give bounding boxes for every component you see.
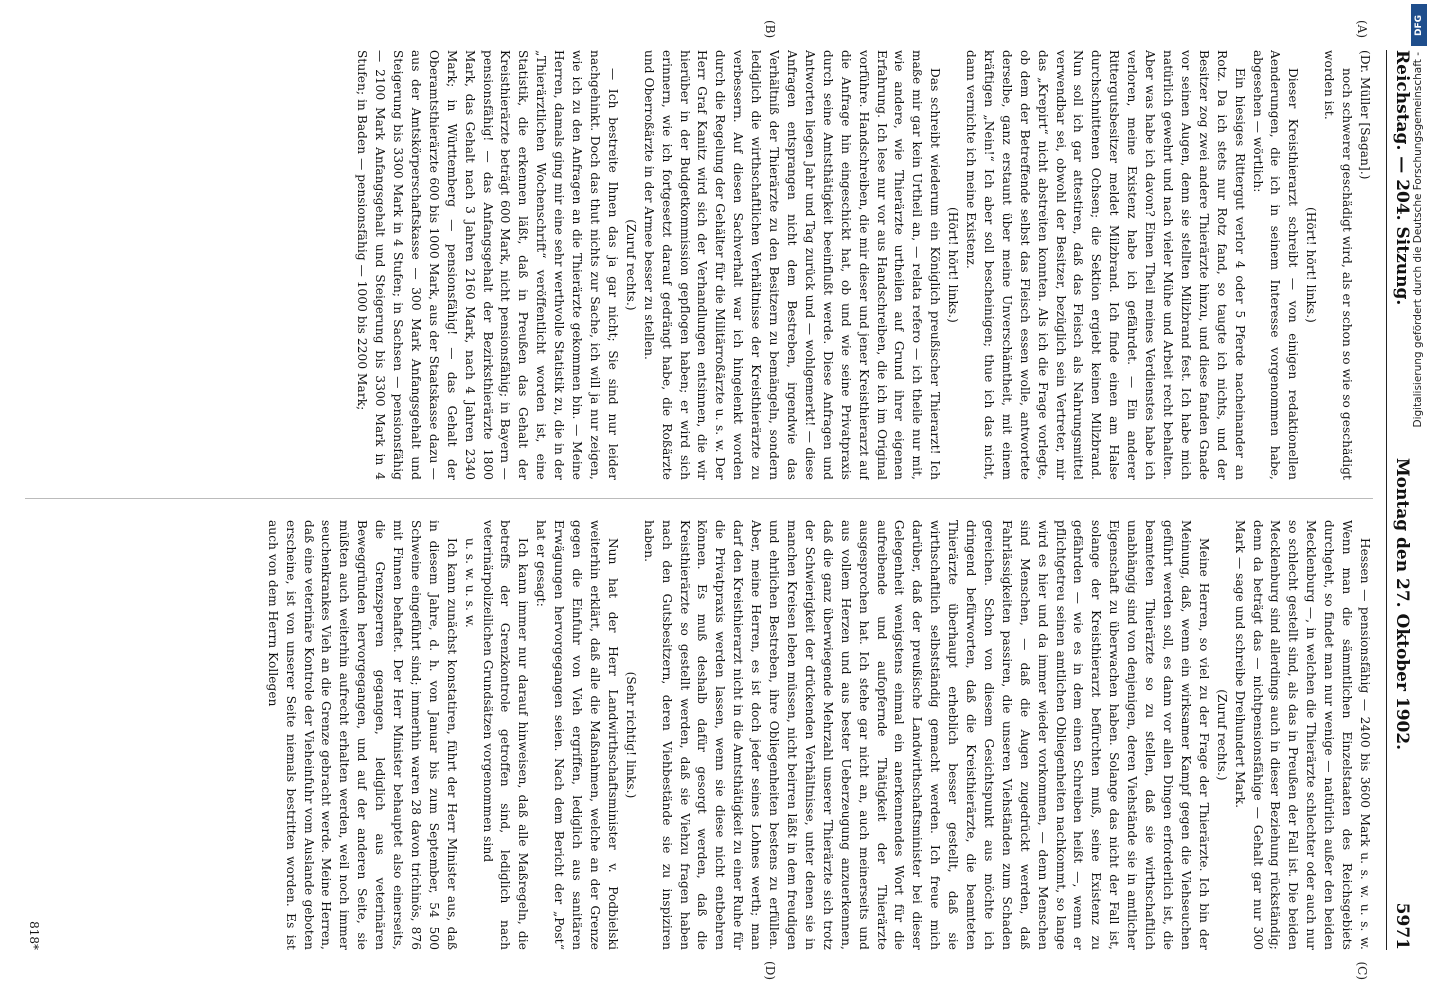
speaker-line: (Dr. Müller [Sagan].) bbox=[1358, 50, 1372, 180]
margin-marker-c: (C) bbox=[1355, 961, 1369, 980]
interjection: (Zuruf rechts.) bbox=[1214, 689, 1229, 781]
paragraph: Hessen — pensionsfähig — 2400 bis 3600 Mark u. s. w. u. s. w. Wenn man die sämmtlichen Einzelstaaten des Reichsgebiets durchgeht, so findet man nur wenige — natürlich außer den beiden Mecklenburg —, in welchen die Thierärzte schlechter oder auch nur so schlecht gestellt sind, als das in Preußen der Fall ist. Die beiden Mecklenburg sind allerdings auch in dieser Beziehung rückständig; denn da beträgt das — nichtpensionsfähige — Gehalt gar nur 300 Mark — sage und schreibe Dreihundert Mark. bbox=[1232, 520, 1372, 950]
rotated-newspaper-page bbox=[17, 20, 1417, 980]
header-left: Reichstag. — 204. Sitzung. bbox=[1392, 50, 1412, 306]
digitization-sidebar bbox=[1410, 4, 1428, 624]
interjection: (Hört! hört! links.) bbox=[946, 207, 961, 323]
left-column bbox=[25, 50, 1373, 480]
paragraph: noch schwerer geschädigt wird, als er schon so wie so geschädigt worden ist. bbox=[1322, 50, 1355, 480]
paragraph: — Ich bestreite Ihnen das ja gar nicht; Sie sind nur leider nachgehinkt. Doch das thut nichts zur Sache, ich will ja nur zeigen, wie ich zu den Anfragen an die Thierärzte gekommen bin. — Meine Herren, damals ging mir eine sehr werthvolle Statistik zu, die in der „Thierärztlichen Wochenschrift“ veröffentlicht worden ist, eine Statistik, die erkennen läßt, daß in Preußen das Gehalt der Kreisthierärzte beträgt 600 Mark, nicht pensionsfähig; in Bayern — pensionsfähig! — das Anfangsgehalt der Bezirksthierärzte 1800 Mark, das Gehalt nach 3 Jahren 2160 Mark, nach 4 Jahren 2340 Mark; in Württemberg — pensionsfähig! — das Gehalt der Oberamtsthierärzte 600 bis 1000 Mark, aus der Staatskasse dazu — aus der Amtskörperschaftskasse — 300 Mark Anfangsgehalt und Steigerung bis 3300 Mark in 4 Stufen; in Sachsen — pensionsfähig — 2100 Mark Anfangsgehalt und Steigerung bis 3300 Mark in 4 Stufen; in Baden — pensionsfähig — 1000 bis 2200 Mark; bbox=[355, 50, 620, 480]
column-rule bbox=[25, 498, 1373, 499]
interjection: (Zuruf rechts.) bbox=[623, 219, 638, 311]
page-number: 5971 bbox=[1392, 902, 1412, 950]
paragraph: u. s. w. u. s. w. bbox=[462, 538, 477, 628]
paragraph: Das schreibt wiederum ein Königlich preußischer Thierarzt! Ich maße mir gar kein Urtheil an, — relata refero — ich theile nur mit, wie andere, wie Thierärzte urtheilen auf Grund ihrer eigenen Erfahrung. Ich lese nur vor aus Handschreiben, die ich im Original vorführe. Handschreiben, die mir dieser und jener Kreisthierarzt auf die Anfrage hin eingeschickt hat, ob und wie seine Privatpraxis durch seine Amtsthätigkeit beeinflußt werde. Diese Anfragen und Antworten liegen Jahr und Tag zurück und — wohlgemerkt! — diese Anfragen entsprangen nicht dem Bestreben, irgendwie das Verhältniß der Thierärzte zu den Besitzern zu bemängeln, sondern lediglich die wirthschaftlichen Verhältnisse der Kreisthierärzte zu verbessern. Auf diesen Sachverhalt war ich hingelenkt worden durch die Regelung der Gehälter für die Militärroßärzte u. s. w. Der Herr Graf Kanitz wird sich der Verhandlungen entsinnen, die wir hierüber in der Budgetkommission gepflogen haben; er wird sich erinnern, wie ich fortgesetzt darauf gedrängt habe, die Roßärzte und Oberroßärzte in der Armee besser zu stellen. bbox=[641, 50, 943, 480]
margin-marker-b: (B) bbox=[763, 20, 777, 39]
paragraph: Ich kann zunächst konstatiren, führt der Herr Minister aus, daß in diesem Jahre, d. h. von Januar bis zum September, 54 500 Schweine eingeführt sind; immerhin waren 28 davon trichinös, 876 mit Finnen behaftet. Der Herr Minister behauptet also einerseits, die Grenzsperren gegangen, lediglich aus veterinären Beweggründen hervorgegangen, und auf der anderen Seite, sie müßten auch weiterhin aufrecht erhalten werden, weil noch immer seuchenkrankes Vieh an die Grenze gebracht werde. Meine Herren, daß eine veterinäre Kontrole der Vieheinfuhr vom Auslande geboten erscheine, ist von unserer Seite niemals bestritten worden. Es ist auch von dem Herrn Kollegen bbox=[265, 520, 459, 950]
quoted-letter: Ein hiesiges Rittergut verlor 4 oder 5 Pferde nacheinander an Rotz. Da ich stets nur Rotz fand, so taugte ich nichts, und der Besitzer zog zwei andere Thierärzte hinzu, und diese fanden Gnade vor seinen Augen, denn sie stellten Milzbrand fest. Ich habe mich natürlich gewehrt und nach vieler Mühe und Arbeit recht behalten. Aber was habe ich davon? Einen Theil meines Verdienstes habe ich verloren, meine Existenz habe ich gefährdet. — Ein anderer Rittergutsbesitzer meldet Milzbrand. Ich finde einen am Halse durchschnittenen Ochsen; die Sektion ergiebt keinen Milzbrand. Nun soll ich gar attestiren, daß das Fleisch als Nahrungsmittel verwendbar sei, obwohl der Besitzer, bezüglich sein Vertreter, mir das „Krepirt“ nicht abstreiten konnten. Als ich die Frage vorlegte, ob dem der Betreffende selbst das Fleisch essen wolle, antwortete derselbe, ganz erstaunt über meine Unverschämtheit, mit einem kräftigen „Nein!“ Ich aber soll bescheinigen; thue ich das nicht, dann vernichte ich meine Existenz. bbox=[964, 50, 1247, 480]
quoted-statement: Ich kann immer nur darauf hinweisen, daß alle Maßregeln, die betreffs der Grenzkontrole getroffen sind, lediglich nach veterinärpolizeilichen Grundsätzen vorgenommen sind bbox=[480, 520, 531, 950]
interjection: (Sehr richtig! links.) bbox=[623, 671, 638, 799]
right-column bbox=[25, 520, 1373, 950]
margin-marker-a: (A) bbox=[1355, 20, 1369, 39]
digitization-note: Digitalisierung gefördert durch die Deutsche Forschungsgemeinschaft - bbox=[1412, 52, 1424, 428]
interjection: (Hört! hört! links.) bbox=[1304, 207, 1319, 323]
margin-marker-d: (D) bbox=[763, 961, 777, 980]
paragraph: Dieser Kreisthierarzt schreibt — von einigen redaktionellen Aenderungen, die ich in seinem Interesse vorgenommen habe, abgesehen — wörtlich: bbox=[1250, 50, 1301, 480]
dfg-logo: DFG bbox=[1411, 4, 1427, 46]
header-center: Montag den 27. Oktober 1902. bbox=[1392, 457, 1412, 751]
paragraph: Meine Herren, so viel zu der Frage der Thierärzte. Ich bin der Meinung, daß, wenn ein wirksamer Kampf gegen die Viehseuchen geführt werden soll, es dann vor allen Dingen erforderlich ist, die beamteten Thierärzte so zu stellen, daß sie wirthschaftlich unabhängig sind von denjenigen, deren Viehstände sie in amtlicher Eigenschaft zu überwachen haben. Solange das nicht der Fall ist, solange der Kreisthierarzt befürchten muß, seine Existenz zu gefährden — wie es in dem einen Schreiben heißt —, wenn er pflichtgetreu seinen amtlichen Obliegenheiten nachkommt, so lange wird es hier und da immer wieder vorkommen, — denn Menschen sind Menschen, — daß die Augen zugedrückt werden, daß Fahrlässigkeiten passiren, die unseren Viehständen zum Schaden gereichen. Schon von diesem Gesichtspunkt aus möchte ich dringend befürworten, daß die Kreisthierärzte, die beamteten Thierärzte überhaupt erheblich besser gestellt, daß sie wirthschaftlich selbstständig gemacht werden. Ich freue mich darüber, daß der preußische Landwirthschaftsminister bei dieser Gelegenheit wenigstens einmal ein anerkennendes Wort für die aufreibende und aufopfernde Thätigkeit der Thierärzte ausgesprochen hat. Ich stehe gar nicht an, auch meinerseits und aus vollem Herzen und aus bester Ueberzeugung anzuerkennen, daß die ganz überwiegende Mehrzahl unserer Thierärzte sich trotz der Schwierigkeit der drückenden Verhältnisse, unter denen sie in manchen Kreisen leben müssen, nicht beirren läßt in dem freudigen und ehrlichen Bestreben, ihre Obliegenheiten bestens zu erfüllen. Aber, meine Herren, es ist doch jeder seines Lohnes werth; man darf den Kreisthierarzt nicht in die Amtsthätigkeit zu einer Ruhe für die Privatpraxis werden lassen, wenn sie diese nicht entbehren können. Es muß deshalb dafür gesorgt werden, daß die Kreisthierärzte so gestellt werden, daß sie Viehzu fragen haben nach den Gutsbesitzern, deren Viehbestände sie zu inspiziren haben. bbox=[641, 520, 1211, 950]
paragraph: Nun hat der Herr Landwirthschaftsminister v. Podbielski weiterhin erklärt, daß alle die Maßnahmen, welche an der Grenze gegen die Einfuhr von Vieh ergriffen, lediglich aus sanitären Erwägungen hervorgegangen seien. Nach dem Bericht der „Post“ hat er gesagt: bbox=[534, 520, 620, 950]
page-reference: 818* bbox=[27, 921, 41, 950]
